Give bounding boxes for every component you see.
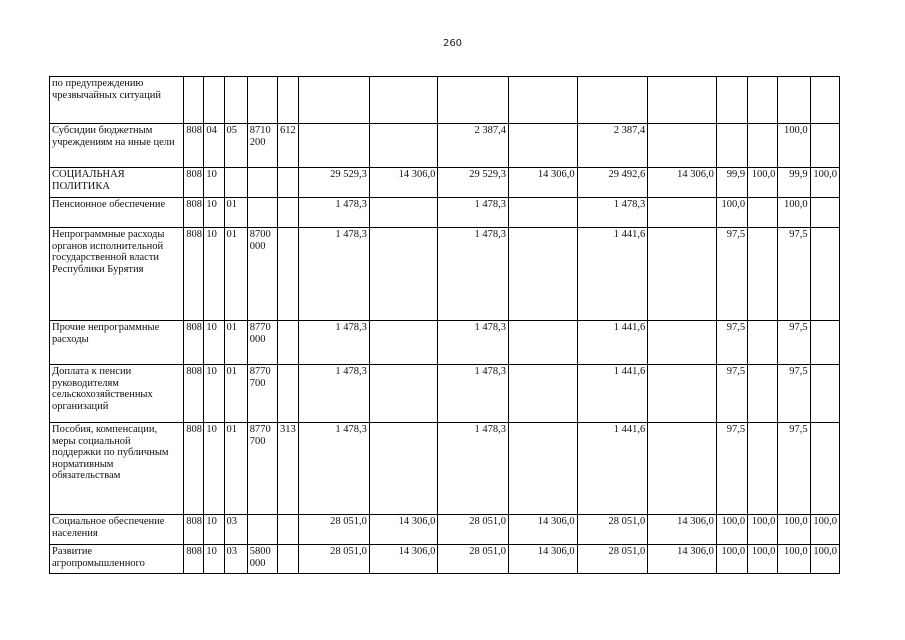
table-row bbox=[50, 168, 840, 198]
cell-clarified-total: 1 478,3 bbox=[438, 423, 509, 515]
cell-target-article-code bbox=[247, 515, 277, 545]
cell-plan-total: 1 478,3 bbox=[299, 423, 370, 515]
cell-percent-1: 100,0 bbox=[716, 198, 747, 228]
cell-clarified-federal bbox=[509, 423, 578, 515]
cell-executed-total: 28 051,0 bbox=[577, 545, 648, 574]
cell-row-name: Субсидии бюджетным учреждениям на иные цели bbox=[50, 124, 184, 168]
cell-expense-type-code bbox=[278, 77, 299, 124]
table-row bbox=[50, 365, 840, 423]
cell-executed-federal bbox=[648, 423, 717, 515]
cell-executed-federal: 14 306,0 bbox=[648, 545, 717, 574]
cell-executed-federal bbox=[648, 321, 717, 365]
cell-plan-total bbox=[299, 124, 370, 168]
cell-percent-1 bbox=[716, 77, 747, 124]
cell-percent-1: 99,9 bbox=[716, 168, 747, 198]
cell-plan-total: 1 478,3 bbox=[299, 228, 370, 321]
cell-expense-type-code bbox=[278, 515, 299, 545]
cell-target-article-code: 5800 000 bbox=[247, 545, 277, 574]
cell-plan-federal bbox=[369, 228, 438, 321]
cell-section-code: 10 bbox=[204, 168, 224, 198]
cell-expense-type-code bbox=[278, 228, 299, 321]
cell-percent-2: 100,0 bbox=[748, 545, 778, 574]
cell-admin-code: 808 bbox=[184, 515, 204, 545]
cell-expense-type-code bbox=[278, 168, 299, 198]
cell-percent-2 bbox=[748, 228, 778, 321]
cell-clarified-federal: 14 306,0 bbox=[509, 168, 578, 198]
cell-admin-code bbox=[184, 77, 204, 124]
cell-plan-federal: 14 306,0 bbox=[369, 545, 438, 574]
cell-target-article-code: 8770 000 bbox=[247, 321, 277, 365]
cell-subsection-code: 03 bbox=[224, 545, 247, 574]
cell-target-article-code bbox=[247, 198, 277, 228]
cell-clarified-total: 1 478,3 bbox=[438, 198, 509, 228]
cell-plan-federal bbox=[369, 198, 438, 228]
cell-percent-2 bbox=[748, 423, 778, 515]
cell-clarified-total: 29 529,3 bbox=[438, 168, 509, 198]
cell-clarified-federal bbox=[509, 228, 578, 321]
cell-percent-4 bbox=[810, 77, 839, 124]
cell-percent-2 bbox=[748, 77, 778, 124]
cell-executed-total: 1 441,6 bbox=[577, 365, 648, 423]
cell-percent-2: 100,0 bbox=[748, 168, 778, 198]
cell-section-code: 04 bbox=[204, 124, 224, 168]
cell-subsection-code: 03 bbox=[224, 515, 247, 545]
table-row bbox=[50, 515, 840, 545]
cell-plan-total: 1 478,3 bbox=[299, 198, 370, 228]
cell-executed-federal bbox=[648, 365, 717, 423]
cell-percent-1: 100,0 bbox=[716, 515, 747, 545]
cell-admin-code: 808 bbox=[184, 228, 204, 321]
cell-percent-4: 100,0 bbox=[810, 515, 839, 545]
cell-row-name: Пенсионное обеспечение bbox=[50, 198, 184, 228]
cell-subsection-code: 01 bbox=[224, 198, 247, 228]
cell-section-code: 10 bbox=[204, 365, 224, 423]
table-row bbox=[50, 198, 840, 228]
cell-plan-federal bbox=[369, 365, 438, 423]
cell-percent-3: 99,9 bbox=[778, 168, 810, 198]
cell-plan-federal bbox=[369, 423, 438, 515]
cell-executed-federal bbox=[648, 198, 717, 228]
cell-executed-total bbox=[577, 77, 648, 124]
cell-percent-3: 100,0 bbox=[778, 515, 810, 545]
cell-section-code: 10 bbox=[204, 515, 224, 545]
cell-percent-4 bbox=[810, 228, 839, 321]
cell-section-code: 10 bbox=[204, 545, 224, 574]
cell-row-name: Развитие агропромышленного bbox=[50, 545, 184, 574]
budget-table bbox=[49, 76, 840, 574]
cell-section-code: 10 bbox=[204, 321, 224, 365]
cell-row-name: Прочие непрограммные расходы bbox=[50, 321, 184, 365]
cell-row-name: Доплата к пенсии руководителям сельскохозяйственных организаций bbox=[50, 365, 184, 423]
cell-clarified-federal bbox=[509, 321, 578, 365]
cell-percent-3: 100,0 bbox=[778, 198, 810, 228]
cell-expense-type-code bbox=[278, 321, 299, 365]
cell-plan-total: 1 478,3 bbox=[299, 321, 370, 365]
cell-plan-federal: 14 306,0 bbox=[369, 515, 438, 545]
cell-plan-total bbox=[299, 77, 370, 124]
cell-subsection-code bbox=[224, 168, 247, 198]
cell-section-code: 10 bbox=[204, 423, 224, 515]
table-row bbox=[50, 321, 840, 365]
cell-executed-total: 1 441,6 bbox=[577, 228, 648, 321]
cell-subsection-code: 05 bbox=[224, 124, 247, 168]
cell-admin-code: 808 bbox=[184, 124, 204, 168]
cell-percent-4: 100,0 bbox=[810, 168, 839, 198]
cell-percent-2: 100,0 bbox=[748, 515, 778, 545]
cell-expense-type-code bbox=[278, 365, 299, 423]
cell-clarified-total: 28 051,0 bbox=[438, 545, 509, 574]
cell-section-code: 10 bbox=[204, 228, 224, 321]
cell-percent-3: 97,5 bbox=[778, 321, 810, 365]
cell-plan-federal bbox=[369, 124, 438, 168]
cell-subsection-code: 01 bbox=[224, 423, 247, 515]
cell-percent-2 bbox=[748, 124, 778, 168]
cell-executed-federal bbox=[648, 77, 717, 124]
cell-target-article-code bbox=[247, 77, 277, 124]
cell-row-name: СОЦИАЛЬНАЯ ПОЛИТИКА bbox=[50, 168, 184, 198]
cell-plan-federal bbox=[369, 77, 438, 124]
cell-clarified-total: 28 051,0 bbox=[438, 515, 509, 545]
cell-admin-code: 808 bbox=[184, 168, 204, 198]
cell-percent-1: 97,5 bbox=[716, 228, 747, 321]
cell-percent-1: 97,5 bbox=[716, 321, 747, 365]
cell-percent-4 bbox=[810, 423, 839, 515]
cell-executed-total: 1 441,6 bbox=[577, 321, 648, 365]
cell-percent-1: 97,5 bbox=[716, 365, 747, 423]
cell-executed-total: 1 441,6 bbox=[577, 423, 648, 515]
cell-clarified-total: 1 478,3 bbox=[438, 365, 509, 423]
cell-row-name: Социальное обеспечение населения bbox=[50, 515, 184, 545]
cell-percent-4 bbox=[810, 321, 839, 365]
cell-section-code bbox=[204, 77, 224, 124]
cell-clarified-federal: 14 306,0 bbox=[509, 515, 578, 545]
cell-clarified-federal bbox=[509, 77, 578, 124]
cell-clarified-total bbox=[438, 77, 509, 124]
cell-percent-1: 97,5 bbox=[716, 423, 747, 515]
table-body bbox=[50, 77, 840, 574]
cell-clarified-total: 1 478,3 bbox=[438, 228, 509, 321]
cell-admin-code: 808 bbox=[184, 198, 204, 228]
table-row bbox=[50, 77, 840, 124]
cell-percent-3: 100,0 bbox=[778, 545, 810, 574]
cell-clarified-federal bbox=[509, 198, 578, 228]
table-row bbox=[50, 228, 840, 321]
cell-executed-federal bbox=[648, 228, 717, 321]
cell-plan-federal bbox=[369, 321, 438, 365]
cell-percent-3 bbox=[778, 77, 810, 124]
cell-target-article-code bbox=[247, 168, 277, 198]
cell-percent-3: 97,5 bbox=[778, 365, 810, 423]
cell-clarified-total: 1 478,3 bbox=[438, 321, 509, 365]
cell-row-name: Непрограммные расходы органов исполнительной государственной власти Республики Бурятия bbox=[50, 228, 184, 321]
cell-clarified-total: 2 387,4 bbox=[438, 124, 509, 168]
cell-plan-total: 29 529,3 bbox=[299, 168, 370, 198]
cell-percent-3: 97,5 bbox=[778, 423, 810, 515]
cell-expense-type-code bbox=[278, 545, 299, 574]
cell-executed-total: 1 478,3 bbox=[577, 198, 648, 228]
table-row bbox=[50, 124, 840, 168]
cell-executed-federal bbox=[648, 124, 717, 168]
cell-percent-3: 97,5 bbox=[778, 228, 810, 321]
cell-clarified-federal bbox=[509, 365, 578, 423]
cell-plan-total: 28 051,0 bbox=[299, 545, 370, 574]
cell-expense-type-code: 313 bbox=[278, 423, 299, 515]
page-number: 260 bbox=[442, 38, 463, 49]
cell-percent-4: 100,0 bbox=[810, 545, 839, 574]
cell-row-name: Пособия, компенсации, меры социальной поддержки по публичным нормативным обязательствам bbox=[50, 423, 184, 515]
cell-executed-total: 2 387,4 bbox=[577, 124, 648, 168]
cell-percent-2 bbox=[748, 321, 778, 365]
cell-admin-code: 808 bbox=[184, 365, 204, 423]
cell-executed-total: 29 492,6 bbox=[577, 168, 648, 198]
cell-target-article-code: 8710 200 bbox=[247, 124, 277, 168]
cell-target-article-code: 8770 700 bbox=[247, 365, 277, 423]
cell-expense-type-code bbox=[278, 198, 299, 228]
cell-percent-4 bbox=[810, 124, 839, 168]
cell-clarified-federal bbox=[509, 124, 578, 168]
cell-percent-4 bbox=[810, 365, 839, 423]
cell-subsection-code: 01 bbox=[224, 228, 247, 321]
cell-plan-total: 28 051,0 bbox=[299, 515, 370, 545]
cell-plan-federal: 14 306,0 bbox=[369, 168, 438, 198]
table-row bbox=[50, 545, 840, 574]
cell-row-name: по предупреждению чрезвычайных ситуаций bbox=[50, 77, 184, 124]
cell-executed-federal: 14 306,0 bbox=[648, 168, 717, 198]
cell-percent-2 bbox=[748, 365, 778, 423]
cell-subsection-code: 01 bbox=[224, 365, 247, 423]
cell-percent-1 bbox=[716, 124, 747, 168]
cell-target-article-code: 8700 000 bbox=[247, 228, 277, 321]
cell-percent-3: 100,0 bbox=[778, 124, 810, 168]
table-row bbox=[50, 423, 840, 515]
cell-section-code: 10 bbox=[204, 198, 224, 228]
cell-admin-code: 808 bbox=[184, 545, 204, 574]
cell-admin-code: 808 bbox=[184, 423, 204, 515]
cell-executed-total: 28 051,0 bbox=[577, 515, 648, 545]
cell-percent-1: 100,0 bbox=[716, 545, 747, 574]
cell-percent-4 bbox=[810, 198, 839, 228]
cell-expense-type-code: 612 bbox=[278, 124, 299, 168]
cell-clarified-federal: 14 306,0 bbox=[509, 545, 578, 574]
cell-executed-federal: 14 306,0 bbox=[648, 515, 717, 545]
cell-plan-total: 1 478,3 bbox=[299, 365, 370, 423]
cell-target-article-code: 8770 700 bbox=[247, 423, 277, 515]
cell-percent-2 bbox=[748, 198, 778, 228]
cell-admin-code: 808 bbox=[184, 321, 204, 365]
cell-subsection-code bbox=[224, 77, 247, 124]
cell-subsection-code: 01 bbox=[224, 321, 247, 365]
